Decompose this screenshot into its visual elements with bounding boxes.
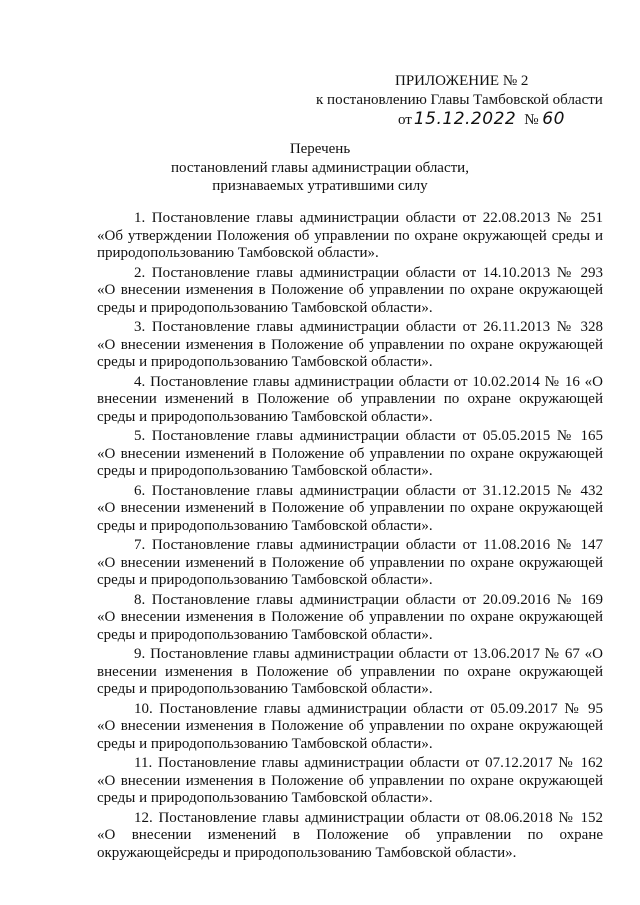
- list-item-first-line: 8. Постановление главы администрации области от 20.09.2016 № 169: [134, 591, 603, 608]
- appendix-subtitle: к постановлению Главы Тамбовской области: [316, 92, 603, 108]
- list-item-line: окружающейсреды и природопользованию Тамбовской области».: [97, 844, 517, 861]
- list-item-line: «О внесении изменений в Положение об управлении по охране окружающей: [97, 445, 603, 462]
- list-item: [97, 810, 603, 863]
- list-item-first-line: 2. Постановление главы администрации области от 14.10.2013 № 293: [134, 264, 603, 281]
- list-item-line: внесении изменений в Положение об управлении по охране окружающей: [97, 391, 603, 407]
- appendix-title: ПРИЛОЖЕНИЕ № 2: [395, 73, 529, 89]
- list-item-first-line: 1. Постановление главы администрации области от 22.08.2013 № 251: [134, 210, 603, 226]
- list-item-line: среды и природопользованию Тамбовской области».: [97, 626, 433, 643]
- list-item-first-line: 5. Постановление главы администрации области от 05.05.2015 № 165: [134, 428, 603, 444]
- list-item: [97, 265, 603, 318]
- appendix-date-line: [316, 110, 616, 130]
- appendix-header: [316, 72, 616, 130]
- list-item-first-line: 7. Постановление главы администрации области от 11.08.2016 № 147: [134, 537, 603, 553]
- document-title: [0, 140, 640, 196]
- list-item: [97, 537, 603, 590]
- list-item-line: среды и природопользованию Тамбовской области».: [97, 517, 433, 534]
- list-item-first-line: 4. Постановление главы администрации области от 10.02.2014 № 16 «О: [134, 373, 603, 390]
- list-item-line: «О внесении изменения в Положение об управлении по охране окружающей: [97, 336, 603, 353]
- list-item-first-line: 9. Постановление главы администрации области от 13.06.2017 № 67 «О: [134, 646, 603, 662]
- list-item-first-line: 11. Постановление главы администрации области от 07.12.2017 № 162: [134, 755, 603, 771]
- title-line-2: постановлений главы администрации области,: [171, 159, 469, 176]
- list-item-first-line: 6. Постановление главы администрации области от 31.12.2015 № 432: [134, 482, 603, 499]
- list-item-line: «О внесении изменений в Положение об управлении по охране: [97, 827, 603, 843]
- list-item-line: «О внесении изменения в Положение об управлении по охране окружающей: [97, 609, 603, 625]
- list-item-line: «О внесении изменения в Положение об управлении по охране окружающей: [97, 282, 603, 298]
- handwritten-number: 60: [542, 109, 565, 129]
- list-item-line: среды и природопользованию Тамбовской области».: [97, 354, 433, 370]
- resolutions-list: [97, 210, 603, 864]
- list-item: [97, 210, 603, 263]
- list-item-line: среды и природопользованию Тамбовской области».: [97, 463, 433, 479]
- list-item-first-line: 12. Постановление главы администрации области от 08.06.2018 № 152: [134, 809, 603, 826]
- list-item-line: среды и природопользованию Тамбовской области».: [97, 790, 433, 806]
- list-item-line: среды и природопользованию Тамбовской области».: [97, 735, 433, 752]
- list-item: [97, 428, 603, 481]
- list-item-line: «О внесении изменения в Положение об управлении по охране окружающей: [97, 718, 603, 734]
- list-item-line: среды и природопользованию Тамбовской области».: [97, 572, 433, 588]
- title-line-1: Перечень: [289, 141, 351, 157]
- number-prefix: №: [524, 112, 539, 128]
- list-item: [97, 319, 603, 372]
- list-item-line: «О внесении изменения в Положение об управлении по охране окружающей: [97, 772, 603, 789]
- list-item-line: «Об утверждении Положения об управлении по охране окружающей среды и: [97, 227, 603, 244]
- list-item-first-line: 10. Постановление главы администрации области от 05.09.2017 № 95: [134, 700, 603, 717]
- title-line-3: признаваемых утратившими силу: [212, 178, 428, 194]
- list-item: [97, 755, 603, 808]
- list-item: [97, 592, 603, 645]
- from-prefix: от: [398, 112, 412, 128]
- list-item: [97, 483, 603, 536]
- list-item-line: внесении изменения в Положение об управлении по охране окружающей: [97, 663, 603, 680]
- list-item: [97, 701, 603, 754]
- list-item-line: среды и природопользованию Тамбовской области».: [97, 408, 433, 425]
- handwritten-date: 15.12.2022: [413, 109, 517, 129]
- list-item: [97, 374, 603, 427]
- list-item-first-line: 3. Постановление главы администрации области от 26.11.2013 № 328: [134, 319, 603, 335]
- list-item: [97, 646, 603, 699]
- list-item-line: природопользованию Тамбовской области».: [97, 245, 379, 261]
- list-item-line: «О внесении изменений в Положение об управлении по охране окружающей: [97, 554, 603, 571]
- list-item-line: среды и природопользованию Тамбовской области».: [97, 681, 433, 697]
- list-item-line: среды и природопользованию Тамбовской области».: [97, 299, 433, 316]
- list-item-line: «О внесении изменений в Положение об управлении по охране окружающей: [97, 500, 603, 516]
